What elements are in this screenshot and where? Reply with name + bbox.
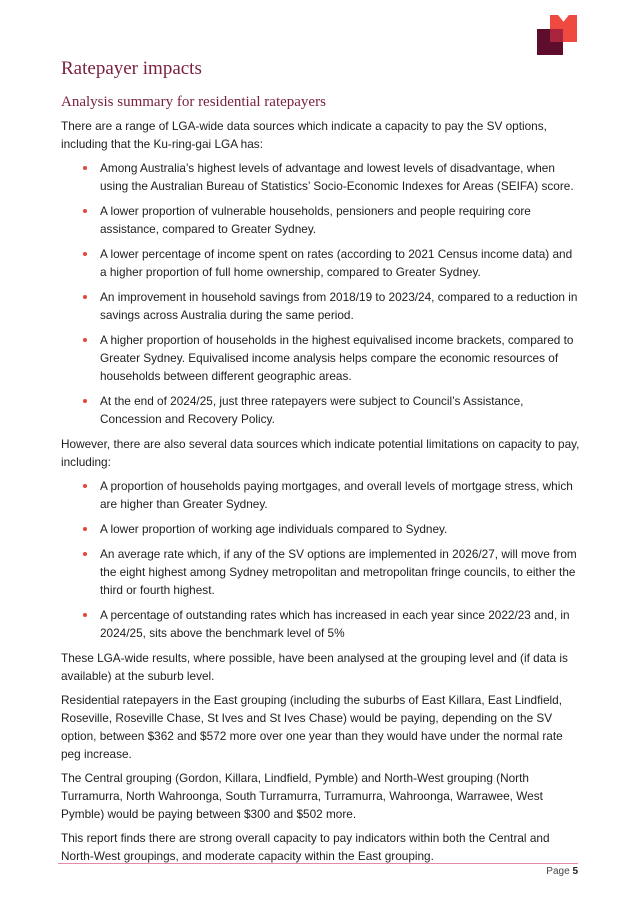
section-heading: Analysis summary for residential ratepayers xyxy=(61,94,326,110)
page-number-value: 5 xyxy=(572,866,578,877)
list-item-text: A lower proportion of working age individuals compared to Sydney. xyxy=(100,522,448,536)
strengths-list xyxy=(61,159,581,428)
list-item xyxy=(61,606,581,642)
list-item-text: A lower percentage of income spent on rates (according to 2021 Census income data) and a higher proportion of full home ownership, compared to Greater Sydney. xyxy=(100,247,573,279)
page-title: Ratepayer impacts xyxy=(61,58,202,79)
bullet-icon xyxy=(83,484,87,488)
intro-paragraph: There are a range of LGA-wide data sources which indicate a capacity to pay the SV options, including that the Ku-ring-gai LGA has: xyxy=(61,119,547,151)
list-item-text: A lower proportion of vulnerable households, pensioners and people requiring core assistance, compared to Greater Sydney. xyxy=(100,204,531,236)
list-item xyxy=(61,288,581,324)
bullet-icon xyxy=(83,613,87,617)
list-item xyxy=(61,245,581,281)
bullet-icon xyxy=(83,399,87,403)
body-paragraph: This report finds there are strong overall capacity to pay indicators within both the Central and North-West groupings, and moderate capacity within the East grouping. xyxy=(61,831,550,863)
bullet-icon xyxy=(83,295,87,299)
list-item xyxy=(61,202,581,238)
page-content xyxy=(61,56,581,871)
list-item xyxy=(61,331,581,385)
page-label: Page xyxy=(546,866,570,877)
limitations-list xyxy=(61,477,581,642)
list-item-text: A proportion of households paying mortgages, and overall levels of mortgage stress, which are higher than Greater Sydney. xyxy=(100,479,573,511)
list-item-text: An average rate which, if any of the SV options are implemented in 2026/27, will move from the eight highest among Sydney metropolitan and metropolitan fringe councils, to either the third or fourth highest. xyxy=(100,547,577,597)
list-item-text: At the end of 2024/25, just three ratepayers were subject to Council’s Assistance, Concession and Recovery Policy. xyxy=(100,394,524,426)
bullet-icon xyxy=(83,527,87,531)
bullet-icon xyxy=(83,166,87,170)
list-item xyxy=(61,545,581,599)
list-item-text: An improvement in household savings from 2018/19 to 2023/24, compared to a reduction in savings across Australia during the same period. xyxy=(100,290,578,322)
bullet-icon xyxy=(83,252,87,256)
list-item-text: Among Australia’s highest levels of advantage and lowest levels of disadvantage, when using the Australian Bureau of Statistics’ Socio-Economic Indexes for Areas (SEIFA) score. xyxy=(100,161,574,193)
list-item xyxy=(61,520,581,538)
bullet-icon xyxy=(83,338,87,342)
list-item xyxy=(61,477,581,513)
bullet-icon xyxy=(83,552,87,556)
council-logo xyxy=(0,0,638,60)
body-paragraph: Residential ratepayers in the East grouping (including the suburbs of East Killara, East Lindfield, Roseville, Roseville Chase, St Ives and St Ives Chase) would be paying, depending on the SV option, between $362 and $572 more over one year than they would have under the normal rate peg increase. xyxy=(61,693,563,761)
page-number xyxy=(546,866,578,877)
footer-rule xyxy=(58,863,578,864)
body-paragraph: The Central grouping (Gordon, Killara, Lindfield, Pymble) and North-West grouping (North Turramurra, North Wahroonga, South Turramurra, Turramurra, Wahroonga, Warrawee, West Pymble) would be paying between $300 and $502 more. xyxy=(61,771,543,821)
list-item xyxy=(61,392,581,428)
logo-overlap xyxy=(550,29,563,42)
list-item-text: A higher proportion of households in the highest equivalised income brackets, compared to Greater Sydney. Equivalised income analysis helps compare the economic resources of households between different geographic areas. xyxy=(100,333,574,383)
list-item-text: A percentage of outstanding rates which has increased in each year since 2022/23 and, in 2024/25, sits above the benchmark level of 5% xyxy=(100,608,570,640)
bullet-icon xyxy=(83,209,87,213)
limitations-intro: However, there are also several data sources which indicate potential limitations on capacity to pay, including: xyxy=(61,437,580,469)
list-item xyxy=(61,159,581,195)
body-paragraph: These LGA-wide results, where possible, have been analysed at the grouping level and (if data is available) at the suburb level. xyxy=(61,651,568,683)
